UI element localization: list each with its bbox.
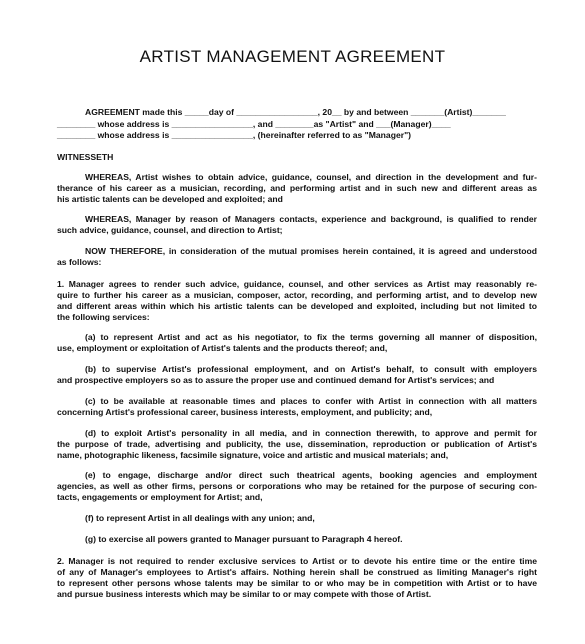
whereas-manager-line-1: WHEREAS, Manager by reason of Managers contacts, experience and background, is qualified to render <box>85 214 537 224</box>
clause1-line-3: and different areas within which his artistic talents can be developed and exploited, including but not limited to <box>57 301 537 311</box>
whereas-artist-line-1: WHEREAS, Artist wishes to obtain advice, guidance, counsel, and direction in the development and fur- <box>85 172 537 182</box>
clause1-line-1: 1. Manager agrees to render such advice, guidance, counsel, and other services as Artist may reasonably re- <box>57 279 537 289</box>
item-e-line-2: agencies, as well as other firms, persons or corporations who may be retained for the purpose of securing con- <box>57 481 537 491</box>
item-a-line-2: use, employment or exploitation of Artist's talents and the products thereof; and, <box>57 343 388 353</box>
clause2-line-2: of any of Manager's employees to Artist's affairs. Nothing herein shall be construed as limiting Manager's right <box>57 567 537 577</box>
clause2-line-1: 2. Manager is not required to render exclusive services to Artist or to devote his entire time or the entire time <box>57 556 537 566</box>
item-d-line-1: (d) to exploit Artist's personality in all media, and in connection therewith, to approve and permit for <box>85 428 537 438</box>
item-e-line-1: (e) to engage, discharge and/or direct such theatrical agents, booking agencies and employment <box>85 470 537 480</box>
item-d-line-2: the purpose of trade, advertising and publicity, the use, dissemination, reproduction or publication of Artist's <box>57 439 537 449</box>
intro-line-3: ________ whose address is _________________, (hereinafter referred to as "Manager") <box>57 130 412 140</box>
clause2-line-4: and pursue business interests which may be similar to or may compete with those of Artist. <box>57 589 432 599</box>
whereas-artist-line-3: his artistic talents can be developed and exploited; and <box>57 194 283 204</box>
item-f-line: (f) to represent Artist in all dealings with any union; and, <box>85 513 315 523</box>
document-title: ARTIST MANAGEMENT AGREEMENT <box>139 47 446 66</box>
clause1-line-4: the following services: <box>57 312 150 322</box>
item-a-line-1: (a) to represent Artist and act as his negotiator, to fix the terms governing all manner of disposition, <box>85 332 537 342</box>
whereas-artist-line-2: therance of his career as a musician, recording, and performing artist and in such new and different areas as <box>57 183 537 193</box>
item-c-line-2: concerning Artist's professional career, business interests, employment, and publicity; and, <box>57 407 433 417</box>
whereas-manager-line-2: such advice, guidance, counsel, and direction to Artist; <box>57 225 283 235</box>
now-therefore-line-2: as follows: <box>57 257 102 267</box>
item-b-line-1: (b) to supervise Artist's professional employment, and on Artist's behalf, to consult with employers <box>85 364 537 374</box>
intro-line-2: ________ whose address is _________________, and ________as "Artist" and ___(Manager)____ <box>57 119 451 129</box>
intro-line-1: AGREEMENT made this _____day of _________________, 20__ by and between _______(Artist)_______ <box>85 107 506 117</box>
item-e-line-3: tacts, engagements or employment for Artist; and, <box>57 492 263 502</box>
now-therefore-line-1: NOW THEREFORE, in consideration of the mutual promises herein contained, it is agreed and understood <box>85 246 537 256</box>
clause2-line-3: to represent other persons whose talents may be similar to or who may be in competition with Artist or to have <box>57 578 537 588</box>
item-b-line-2: and prospective employers so as to assure the proper use and continued demand for Artist's services; and <box>57 375 495 385</box>
item-g-line: (g) to exercise all powers granted to Manager pursuant to Paragraph 4 hereof. <box>85 534 403 544</box>
item-c-line-1: (c) to be available at reasonable times and places to confer with Artist in connection with all matters <box>85 396 537 406</box>
witnesseth-heading: WITNESSETH <box>57 152 114 162</box>
clause1-line-2: quire to further his career as a musician, composer, actor, recording, and performing artist, and to develop new <box>57 290 537 300</box>
item-d-line-3: name, photographic likeness, facsimile signature, voice and artistic and musical materials; and, <box>57 450 449 460</box>
